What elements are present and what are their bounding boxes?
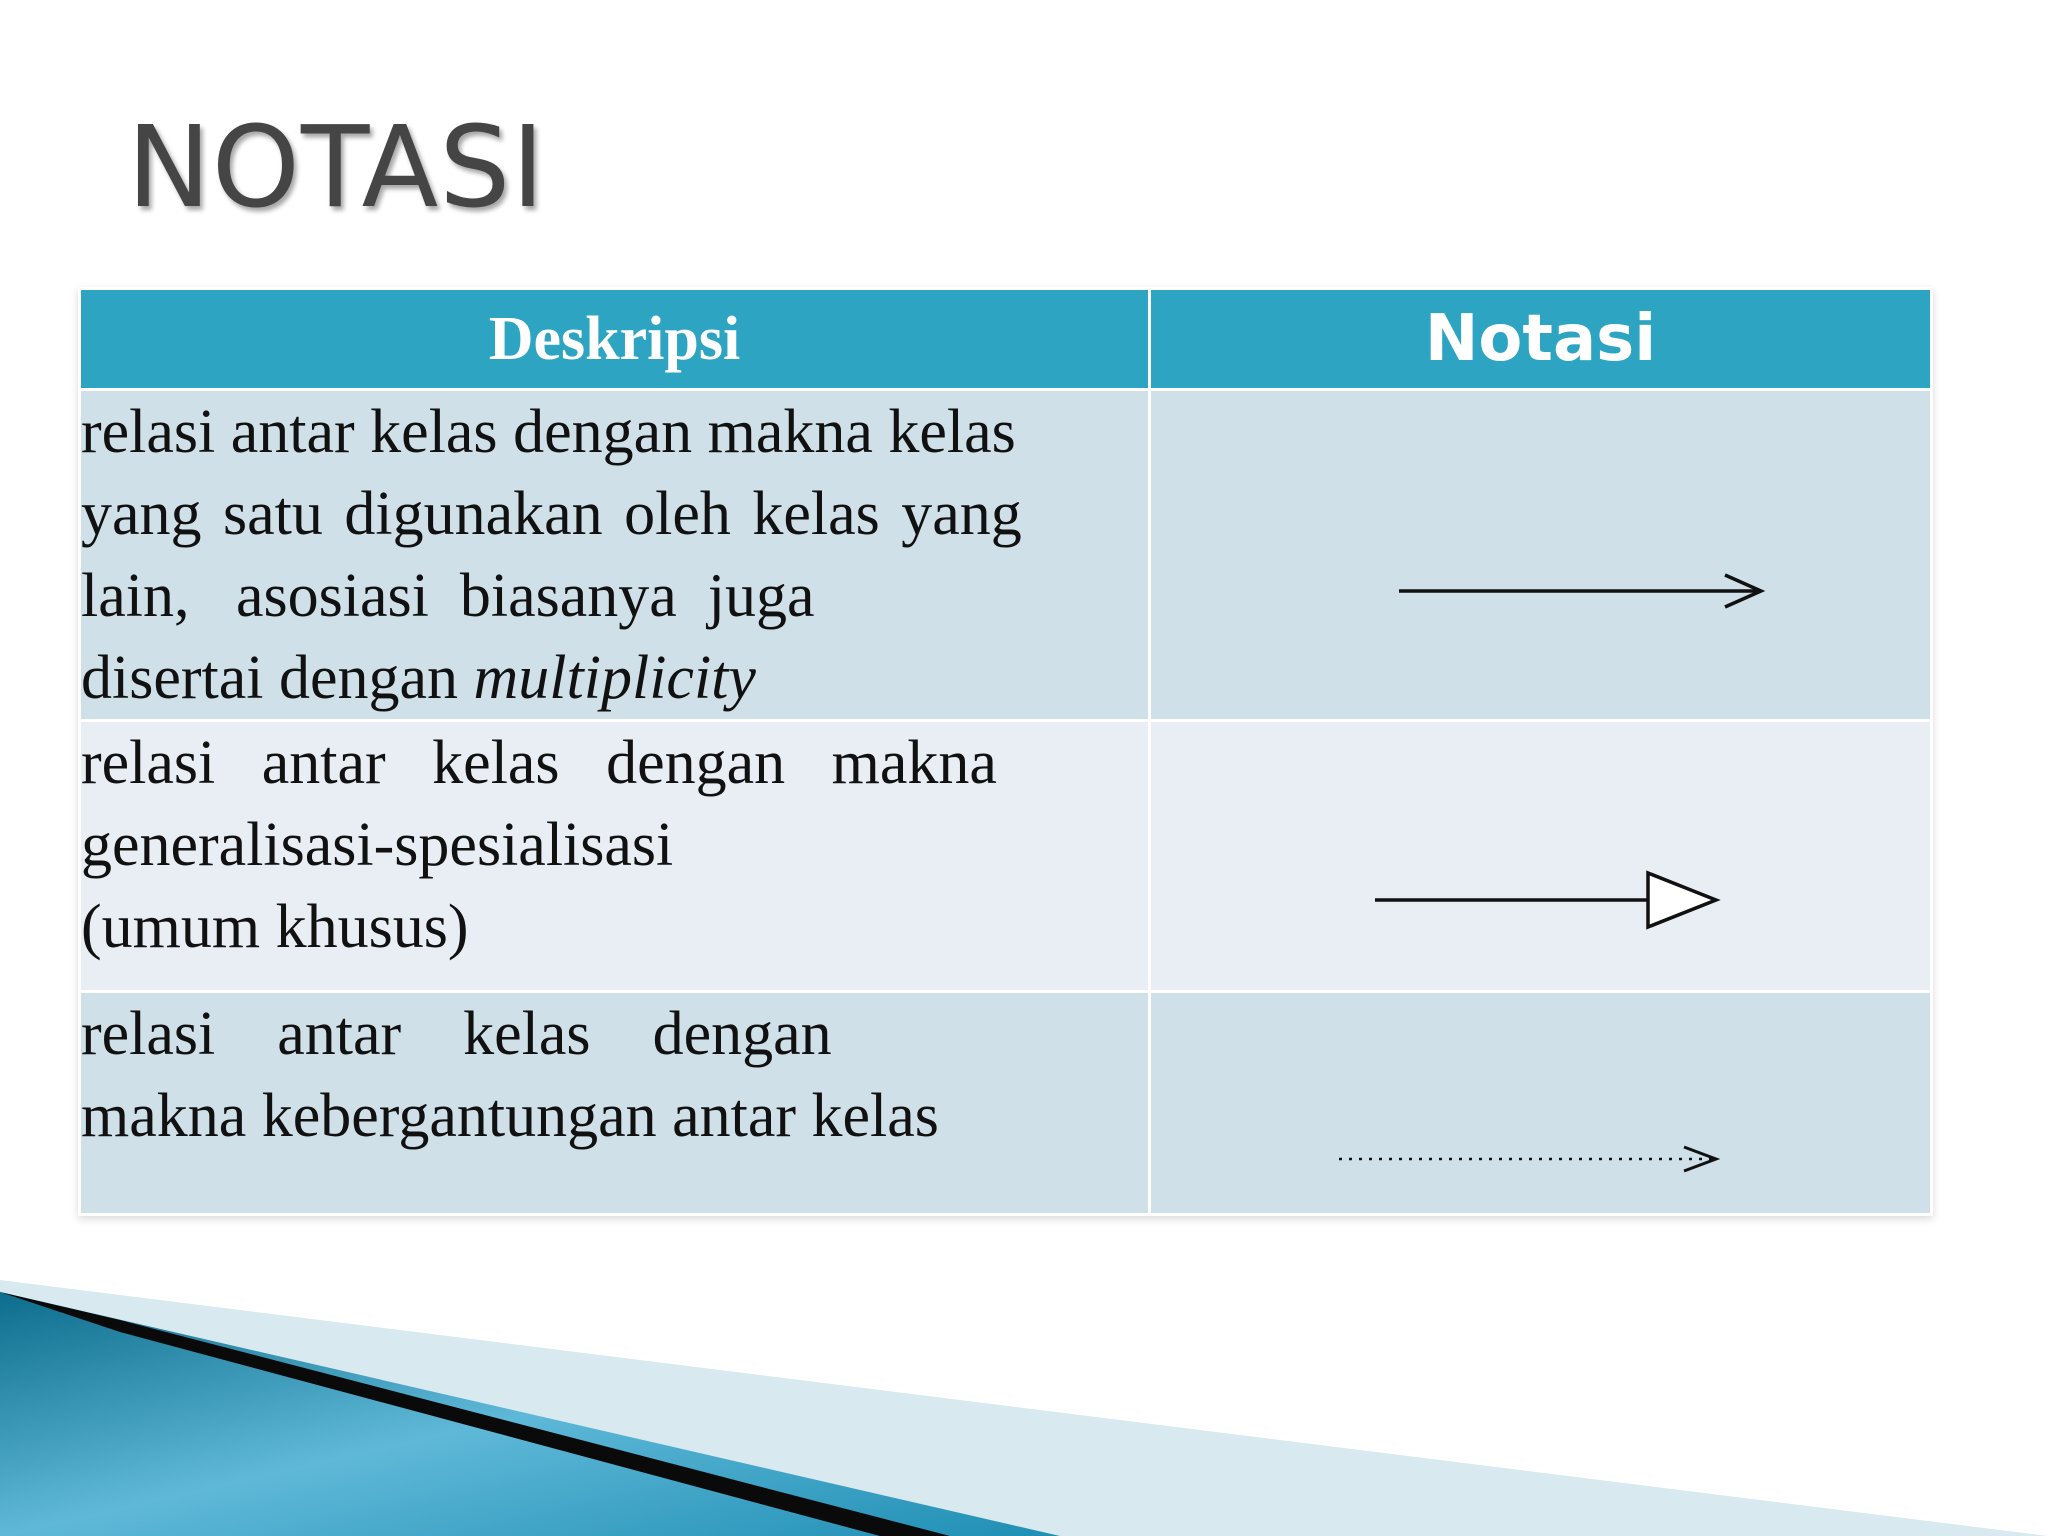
notation-cell xyxy=(1150,390,1932,721)
description-text: disertai dengan xyxy=(81,644,474,712)
description-cell xyxy=(80,721,1150,992)
description-line: lain, asosiasi biasanya juga xyxy=(81,562,815,630)
notation-table xyxy=(78,287,1933,1216)
notation-cell xyxy=(1150,721,1932,992)
description-line: yang satu digunakan oleh kelas yang xyxy=(81,480,1022,548)
description-line: relasi antar kelas dengan makna xyxy=(81,729,997,797)
description-line: relasi antar kelas dengan xyxy=(81,1000,832,1068)
generalization-arrow-icon xyxy=(1151,722,1933,990)
description-line: makna kebergantungan antar kelas xyxy=(81,1082,939,1150)
table-row xyxy=(80,992,1932,1215)
description-cell xyxy=(80,390,1150,721)
association-arrow-icon xyxy=(1151,391,1933,717)
description-line: (umum khusus) xyxy=(81,893,469,961)
description-italic-term: multiplicity xyxy=(473,644,756,712)
description-line: generalisasi-spesialisasi xyxy=(81,811,674,879)
description-line: relasi antar kelas dengan makna kelas xyxy=(81,398,1016,466)
description-line xyxy=(81,637,1148,719)
table-row xyxy=(80,390,1932,721)
decorative-swoosh xyxy=(0,1280,2048,1536)
header-notation: Notasi xyxy=(1150,289,1932,390)
slide-title: NOTASI xyxy=(127,103,546,233)
table-row xyxy=(80,721,1932,992)
table-header-row xyxy=(80,289,1932,390)
header-description: Deskripsi xyxy=(80,289,1150,390)
notation-cell xyxy=(1150,992,1932,1215)
dependency-arrow-icon xyxy=(1151,993,1933,1213)
description-cell xyxy=(80,992,1150,1215)
